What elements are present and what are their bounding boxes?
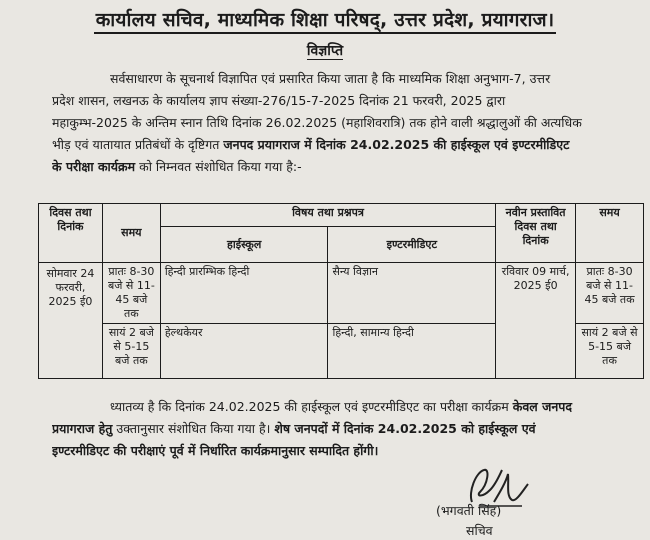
- intro-line-5-emphasis: के परीक्षा कार्यक्रम: [52, 159, 136, 174]
- intro-line-4-emphasis: जनपद प्रयागराज में दिनांक 24.02.2025 की हाईस्कूल एवं इण्टरमीडिएट: [223, 137, 570, 152]
- closing-line-3: इण्टरमीडिएट की परीक्षाएं पूर्व में निर्धारित कार्यक्रमानुसार सम्पादित होंगी।: [52, 443, 379, 458]
- intro-line-3: महाकुम्भ-2025 के अन्तिम स्नान तिथि दिनांक 26.02.2025 (महाशिवरात्रि) तक होने वाली श्रद्धालुओं की अत्यधिक: [52, 115, 582, 130]
- header-intermediate: इण्टरमीडिएट: [328, 227, 496, 263]
- office-title: कार्यालय सचिव, माध्यमिक शिक्षा परिषद्, उत्तर प्रदेश, प्रयागराज।: [94, 9, 557, 34]
- notice-heading: [0, 41, 650, 60]
- closing-line-2: [52, 418, 622, 440]
- header-highschool: हाईस्कूल: [160, 227, 328, 263]
- cell-intermediate: सैन्य विज्ञान: [328, 263, 496, 324]
- closing-paragraph: [52, 396, 622, 462]
- cell-date: सोमवार 24 फरवरी, 2025 ई0: [39, 263, 103, 379]
- closing-line-1-emphasis: केवल जनपद: [512, 399, 573, 414]
- cell-time: सायं 2 बजे से 5-15 बजे तक: [102, 324, 160, 379]
- cell-time: प्रातः 8-30 बजे से 11-45 बजे तक: [102, 263, 160, 324]
- cell-highschool: हेल्थकेयर: [160, 324, 328, 379]
- closing-line-2-emphasis-a: प्रयागराज हेतु: [52, 421, 113, 436]
- header-date: दिवस तथा दिनांक: [39, 204, 103, 263]
- office-header: [0, 6, 650, 32]
- header-time: समय: [102, 204, 160, 263]
- intro-line-2: प्रदेश शासन, लखनऊ के कार्यालय ज्ञाप संख्या-276/15-7-2025 दिनांक 21 फरवरी, 2025 द्वारा: [52, 93, 506, 108]
- intro-line-4-text: भीड़ एवं यातायात प्रतिबंधों के दृष्टिगत: [52, 137, 224, 152]
- cell-new-date: रविवार 09 मार्च, 2025 ई0: [496, 263, 576, 379]
- intro-line-4: [52, 134, 622, 156]
- intro-line-1: सर्वसाधारण के सूचनार्थ विज्ञापित एवं प्रसारित किया जाता है कि माध्यमिक शिक्षा अनुभाग-7, उत्तर: [110, 71, 551, 86]
- closing-line-1: [52, 396, 622, 418]
- cell-new-time: प्रातः 8-30 बजे से 11-45 बजे तक: [576, 263, 644, 324]
- signatory-name: (भगवती सिंह): [436, 503, 502, 518]
- exam-schedule-table: [38, 203, 644, 379]
- header-new-time: समय: [576, 204, 644, 263]
- closing-line-2-text: उक्तानुसार संशोधित किया गया है।: [112, 421, 275, 436]
- intro-paragraph: [52, 68, 622, 178]
- header-new-date: नवीन प्रस्तावित दिवस तथा दिनांक: [496, 204, 576, 263]
- closing-line-1-text: ध्यातव्य है कि दिनांक 24.02.2025 की हाईस्कूल एवं इण्टरमीडिएट का परीक्षा कार्यक्रम: [110, 399, 513, 414]
- intro-line-5: [52, 156, 622, 178]
- signatory-designation: सचिव: [466, 523, 493, 538]
- cell-intermediate: हिन्दी, सामान्य हिन्दी: [328, 324, 496, 379]
- header-subject-paper: विषय तथा प्रश्नपत्र: [160, 204, 495, 227]
- cell-new-time: सायं 2 बजे से 5-15 बजे तक: [576, 324, 644, 379]
- cell-highschool: हिन्दी प्रारम्भिक हिन्दी: [160, 263, 328, 324]
- intro-line-5-text: को निम्नवत संशोधित किया गया है:-: [135, 159, 302, 174]
- table-header-row: [39, 204, 644, 227]
- table-row: [39, 263, 644, 324]
- closing-line-2-emphasis-b: शेष जनपदों में दिनांक 24.02.2025 को हाईस्कूल एवं: [274, 421, 536, 436]
- notice-title: विज्ञप्ति: [306, 43, 344, 59]
